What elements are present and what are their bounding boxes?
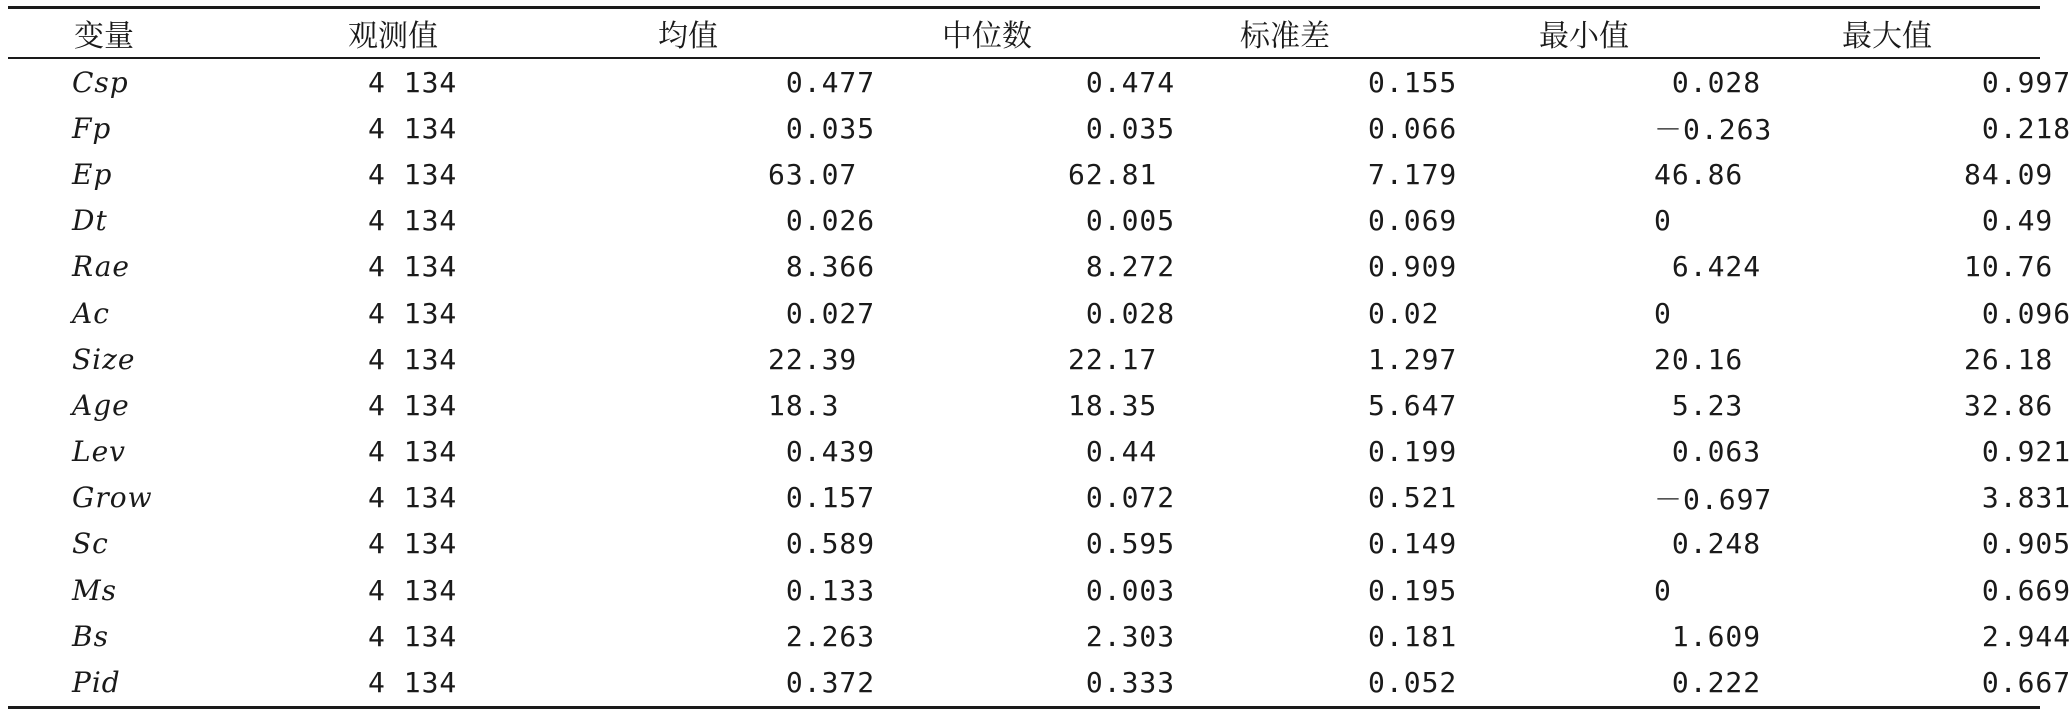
- cell-observations: 4 134: [368, 65, 458, 99]
- cell-max: 3.831: [1964, 481, 2071, 515]
- cell-min: 0.063: [1654, 435, 1762, 469]
- cell-observations: 4 134: [368, 435, 458, 469]
- cell-std-dev: 0.195: [1368, 573, 1458, 607]
- cell-median: 0.035: [1068, 111, 1176, 145]
- cell-median: 62.81: [1068, 157, 1158, 191]
- cell-variable: Size: [72, 342, 136, 376]
- table-row: [8, 613, 2040, 659]
- table-body: [8, 58, 2071, 707]
- cell-mean: 0.133: [768, 573, 876, 607]
- cell-std-dev: 7.179: [1368, 157, 1458, 191]
- cell-observations: 4 134: [368, 619, 458, 653]
- table-row: [8, 244, 2040, 290]
- cell-min: －0.697: [1654, 482, 1773, 516]
- cell-variable: Ac: [72, 296, 110, 330]
- cell-max: 0.218: [1964, 111, 2071, 145]
- cell-std-dev: 0.909: [1368, 250, 1458, 284]
- cell-median: 0.44: [1068, 435, 1158, 469]
- table-row: [8, 105, 2040, 151]
- table-header: [8, 8, 2040, 59]
- cell-variable: Lev: [72, 435, 126, 469]
- header-max: 最大值: [1842, 19, 1932, 54]
- cell-variable: Rae: [72, 250, 130, 284]
- table-row: [8, 58, 2040, 105]
- table-row: [8, 336, 2040, 382]
- cell-observations: 4 134: [368, 388, 458, 422]
- cell-std-dev: 5.647: [1368, 388, 1458, 422]
- cell-observations: 4 134: [368, 157, 458, 191]
- cell-median: 0.005: [1068, 204, 1176, 238]
- table-row: [8, 290, 2040, 336]
- cell-observations: 4 134: [368, 342, 458, 376]
- cell-min: 0.222: [1654, 666, 1762, 700]
- cell-mean: 0.026: [768, 204, 876, 238]
- cell-observations: 4 134: [368, 204, 458, 238]
- cell-max: 0.49: [1964, 204, 2054, 238]
- descriptive-statistics-table: [8, 6, 2071, 709]
- header-mean: 均值: [658, 19, 718, 54]
- cell-variable: Fp: [72, 111, 112, 145]
- cell-max: 84.09: [1964, 157, 2054, 191]
- cell-median: 0.072: [1068, 481, 1176, 515]
- cell-std-dev: 0.155: [1368, 65, 1458, 99]
- cell-median: 0.003: [1068, 573, 1176, 607]
- cell-mean: 0.157: [768, 481, 876, 515]
- cell-std-dev: 1.297: [1368, 342, 1458, 376]
- cell-min: 46.86: [1654, 157, 1744, 191]
- cell-std-dev: 0.149: [1368, 527, 1458, 561]
- cell-variable: Ep: [72, 157, 113, 191]
- cell-mean: 2.263: [768, 619, 876, 653]
- cell-mean: 8.366: [768, 250, 876, 284]
- cell-max: 0.997: [1964, 65, 2071, 99]
- cell-observations: 4 134: [368, 250, 458, 284]
- cell-std-dev: 0.069: [1368, 204, 1458, 238]
- cell-observations: 4 134: [368, 666, 458, 700]
- cell-max: 0.667: [1964, 666, 2071, 700]
- cell-max: 0.921: [1964, 435, 2071, 469]
- cell-observations: 4 134: [368, 481, 458, 515]
- table-row: [8, 567, 2040, 613]
- header-std-dev: 标准差: [1240, 19, 1330, 54]
- cell-observations: 4 134: [368, 111, 458, 145]
- table-row: [8, 429, 2040, 475]
- table-row: [8, 198, 2040, 244]
- cell-min: 1.609: [1654, 619, 1762, 653]
- cell-median: 0.333: [1068, 666, 1176, 700]
- cell-max: 26.18: [1964, 342, 2054, 376]
- cell-max: 0.669: [1964, 573, 2071, 607]
- cell-min: 5.23: [1654, 388, 1744, 422]
- cell-min: －0.263: [1654, 113, 1773, 147]
- cell-median: 0.474: [1068, 65, 1176, 99]
- cell-median: 18.35: [1068, 388, 1158, 422]
- cell-std-dev: 0.199: [1368, 435, 1458, 469]
- header-row: [8, 8, 2040, 59]
- table-row: [8, 475, 2040, 521]
- cell-mean: 63.07: [768, 157, 858, 191]
- cell-std-dev: 0.052: [1368, 666, 1458, 700]
- table-row: [8, 151, 2040, 197]
- cell-median: 0.028: [1068, 296, 1176, 330]
- cell-variable: Dt: [72, 204, 108, 238]
- cell-mean: 18.3: [768, 388, 840, 422]
- cell-mean: 0.589: [768, 527, 876, 561]
- cell-mean: 0.035: [768, 111, 876, 145]
- cell-min: 0.028: [1654, 65, 1762, 99]
- header-variable: 变量: [74, 19, 134, 54]
- cell-mean: 0.027: [768, 296, 876, 330]
- table-row: [8, 521, 2040, 567]
- cell-variable: Bs: [72, 619, 109, 653]
- cell-variable: Grow: [72, 481, 153, 515]
- cell-median: 22.17: [1068, 342, 1158, 376]
- cell-std-dev: 0.02: [1368, 296, 1440, 330]
- cell-median: 2.303: [1068, 619, 1176, 653]
- cell-mean: 0.477: [768, 65, 876, 99]
- cell-min: 0.248: [1654, 527, 1762, 561]
- cell-median: 8.272: [1068, 250, 1176, 284]
- cell-min: 20.16: [1654, 342, 1744, 376]
- header-observations: 观测值: [348, 19, 438, 54]
- cell-mean: 22.39: [768, 342, 858, 376]
- header-median: 中位数: [942, 19, 1032, 54]
- descriptive-statistics-table-wrapper: [8, 6, 2071, 709]
- cell-variable: Sc: [72, 527, 109, 561]
- cell-variable: Csp: [72, 65, 129, 99]
- cell-mean: 0.372: [768, 666, 876, 700]
- cell-min: 0: [1654, 573, 1672, 607]
- table-row: [8, 382, 2040, 428]
- cell-variable: Age: [72, 388, 130, 422]
- cell-min: 6.424: [1654, 250, 1762, 284]
- cell-std-dev: 0.521: [1368, 481, 1458, 515]
- cell-variable: Pid: [72, 666, 121, 700]
- cell-variable: Ms: [72, 573, 118, 607]
- header-min: 最小值: [1539, 19, 1629, 54]
- cell-max: 0.096: [1964, 296, 2071, 330]
- cell-std-dev: 0.066: [1368, 111, 1458, 145]
- cell-max: 10.76: [1964, 250, 2054, 284]
- cell-std-dev: 0.181: [1368, 619, 1458, 653]
- cell-max: 0.905: [1964, 527, 2071, 561]
- cell-min: 0: [1654, 204, 1672, 238]
- cell-median: 0.595: [1068, 527, 1176, 561]
- table-row: [8, 659, 2040, 707]
- cell-max: 2.944: [1964, 619, 2071, 653]
- cell-mean: 0.439: [768, 435, 876, 469]
- cell-max: 32.86: [1964, 388, 2054, 422]
- cell-observations: 4 134: [368, 296, 458, 330]
- cell-observations: 4 134: [368, 573, 458, 607]
- cell-observations: 4 134: [368, 527, 458, 561]
- cell-min: 0: [1654, 296, 1672, 330]
